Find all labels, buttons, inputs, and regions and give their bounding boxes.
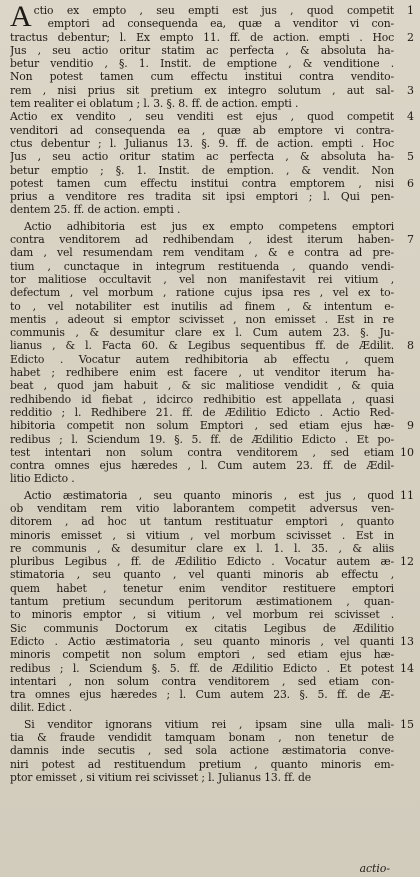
margin-number: 15 (400, 717, 414, 731)
text-line: dilit. Edict . (10, 701, 72, 715)
text-line: defectum , vel morbum , ratione cujus ipsa res , vel ex to- (10, 286, 394, 300)
text-line: mentis , adeout si emptor scivisset , non emisset . Est in re (10, 312, 394, 326)
text-line: to , vel notabiliter est inutilis ad finem , & intentum e- (10, 299, 394, 313)
margin-number: 10 (400, 445, 414, 459)
text-line: tium , cunctaque in integrum restituenda , quando vendi- (10, 259, 394, 273)
margin-number: 7 (407, 233, 414, 247)
text-line: tem realiter ei oblatum ; l. 3. §. 8. ff. de action. empti . (10, 97, 299, 111)
text-line: dentem 25. ff. de action. empti . (10, 203, 181, 217)
text-line: communis , & desumitur clare ex l. Cum autem 23. §. Ju- (10, 326, 394, 340)
text-line: niri potest ad restituendum pretium , quanto minoris em- (10, 757, 394, 771)
text-line: Actio ex vendito , seu venditi est ejus , quod competit (10, 110, 394, 124)
text-line: Jus , seu actio oritur statim ac perfecta , & absoluta ha- (10, 150, 394, 164)
text-line: Non potest tamen cum effectu institui contra vendito- (10, 70, 394, 84)
text-line: Si venditor ignorans vitium rei , ipsam sine ulla mali- (24, 717, 394, 731)
text-line: redditio ; l. Redhibere 21. ff. de Ædilitio Edicto . Actio Red- (10, 405, 394, 419)
text-line: hibitoria competit non solum Emptori , sed etiam ejus hæ- (10, 419, 394, 433)
text-line: tor malitiose occultavit , vel non manifestavit rei vitium , (10, 272, 394, 286)
text-line: quem habet , tenetur enim venditor restituere emptori (10, 581, 394, 595)
text-line: prius a venditore res tradita sit ipsi emptori ; l. Qui pen- (10, 190, 394, 204)
margin-number: 5 (407, 150, 414, 164)
text-line: Actio adhibitoria est jus ex empto competens emptori (24, 219, 394, 233)
text-line: ptor emisset , si vitium rei scivisset ; l. Julianus 13. ff. de (10, 770, 312, 784)
text-line: re communis , & desumitur clare ex l. 1. l. 35. , & aliis (10, 541, 394, 555)
text-line: minoris emisset , si vitium , vel morbum scivisset . Est in (10, 528, 394, 542)
text-line: ob venditam rem vitio laborantem competit adversus ven- (10, 501, 394, 515)
text-line: litio Edicto . (10, 472, 75, 486)
margin-number: 8 (407, 339, 414, 353)
margin-number: 3 (407, 83, 414, 97)
text-line: contra venditorem ad redhibendam , idest iterum haben- (10, 233, 394, 247)
text-line: Edicto . Vocatur autem redhibitoria ab effectu , quem (10, 352, 394, 366)
text-line: ditorem , ad hoc ut tantum restituatur emptori , quanto (10, 515, 394, 529)
text-line: contra omnes ejus hæredes , l. Cum autem 23. ff. de Ædil- (10, 459, 394, 473)
text-line: betur emptio ; §. 1. Instit. de emption. , & vendit. Non (10, 163, 394, 177)
text-line: Edicto . Actio æstimatoria , seu quanto minoris , vel quanti (10, 634, 394, 648)
text-line: Jus , seu actio oritur statim ac perfecta , & absoluta ha- (10, 43, 394, 57)
text-line: tantum pretium secundum peritorum æstimationem , quan- (10, 595, 394, 609)
text-line: lianus , & l. Facta 60. & Legibus sequentibus ff. de Ædilit. (10, 339, 394, 353)
text-line: emptori ad consequenda ea, quæ a venditor vi con- (47, 17, 394, 31)
text-line: to minoris emptor , si vitium , vel morbum rei scivisset . (10, 608, 394, 622)
text-line: redibus ; l. Sciendum §. 5. ff. de Ædilitio Edicto . Et potest (10, 661, 394, 675)
text-line: redhibendo id fiebat , idcirco redhibitio est appellata , quasi (10, 392, 394, 406)
margin-number: 9 (407, 419, 414, 433)
margin-number: 1 (407, 4, 414, 17)
text-line: minoris competit non solum emptori , sed etiam ejus hæ- (10, 648, 394, 662)
text-line: betur venditio , §. 1. Instit. de emptione , & venditione . (10, 57, 394, 71)
text-line: Sic communis Doctorum ex citatis Legibus de Ædilitio (10, 621, 394, 635)
margin-number: 4 (407, 110, 414, 124)
text-line: beat , quod jam habuit , & sic malitiose vendidit , & quia (10, 379, 394, 393)
text-line: tia & fraude vendidit tamquam bonam , non tenetur de (10, 731, 394, 745)
text-line: dam , vel resumendam rem venditam , & e contra ad pre- (10, 246, 394, 260)
text-line: ctus debentur ; l. Julianus 13. §. 9. ff. de action. empti . Hoc (10, 136, 394, 150)
page-text (10, 0, 414, 784)
margin-number: 12 (400, 555, 414, 569)
text-line: damnis inde secutis , sed sola actione æstimatoria conve- (10, 744, 394, 758)
drop-cap: A (10, 0, 32, 33)
text-line: test intentari non solum contra venditorem , sed etiam (10, 445, 394, 459)
margin-number: 2 (407, 30, 414, 44)
text-line: intentari , non solum contra venditorem , sed etiam con- (10, 674, 394, 688)
text-line: venditori ad consequenda ea , quæ ab emptore vi contra- (10, 123, 394, 137)
text-line: pluribus Legibus , ff. de Ædilitio Edicto . Vocatur autem æ- (10, 555, 394, 569)
text-line: tra omnes ejus hæredes ; l. Cum autem 23. §. 5. ff. de Æ- (10, 688, 394, 702)
margin-number: 11 (400, 488, 414, 502)
text-line: habet ; redhibere enim est facere , ut venditor iterum ha- (10, 366, 394, 380)
text-line: redibus ; l. Sciendum 19. §. 5. ff. de Ædilitio Edicto . Et po- (10, 432, 394, 446)
text-line: stimatoria , seu quanto , vel quanti minoris ab effectu , (10, 568, 394, 582)
text-line: ctio ex empto , seu empti est jus , quod competit (33, 4, 394, 17)
margin-number: 14 (400, 661, 414, 675)
margin-number: 6 (407, 176, 414, 190)
text-line: tractus debentur; l. Ex empto 11. ff. de action. empti . Hoc (10, 30, 394, 44)
text-line: Actio æstimatoria , seu quanto minoris , est jus , quod (24, 488, 394, 502)
text-line: rem , nisi prius sit pretium ex integro solutum , aut sal- (10, 83, 394, 97)
margin-number: 13 (400, 634, 414, 648)
catchword: actio- (359, 862, 390, 875)
text-line: potest tamen cum effectu institui contra emptorem , nisi (10, 176, 394, 190)
